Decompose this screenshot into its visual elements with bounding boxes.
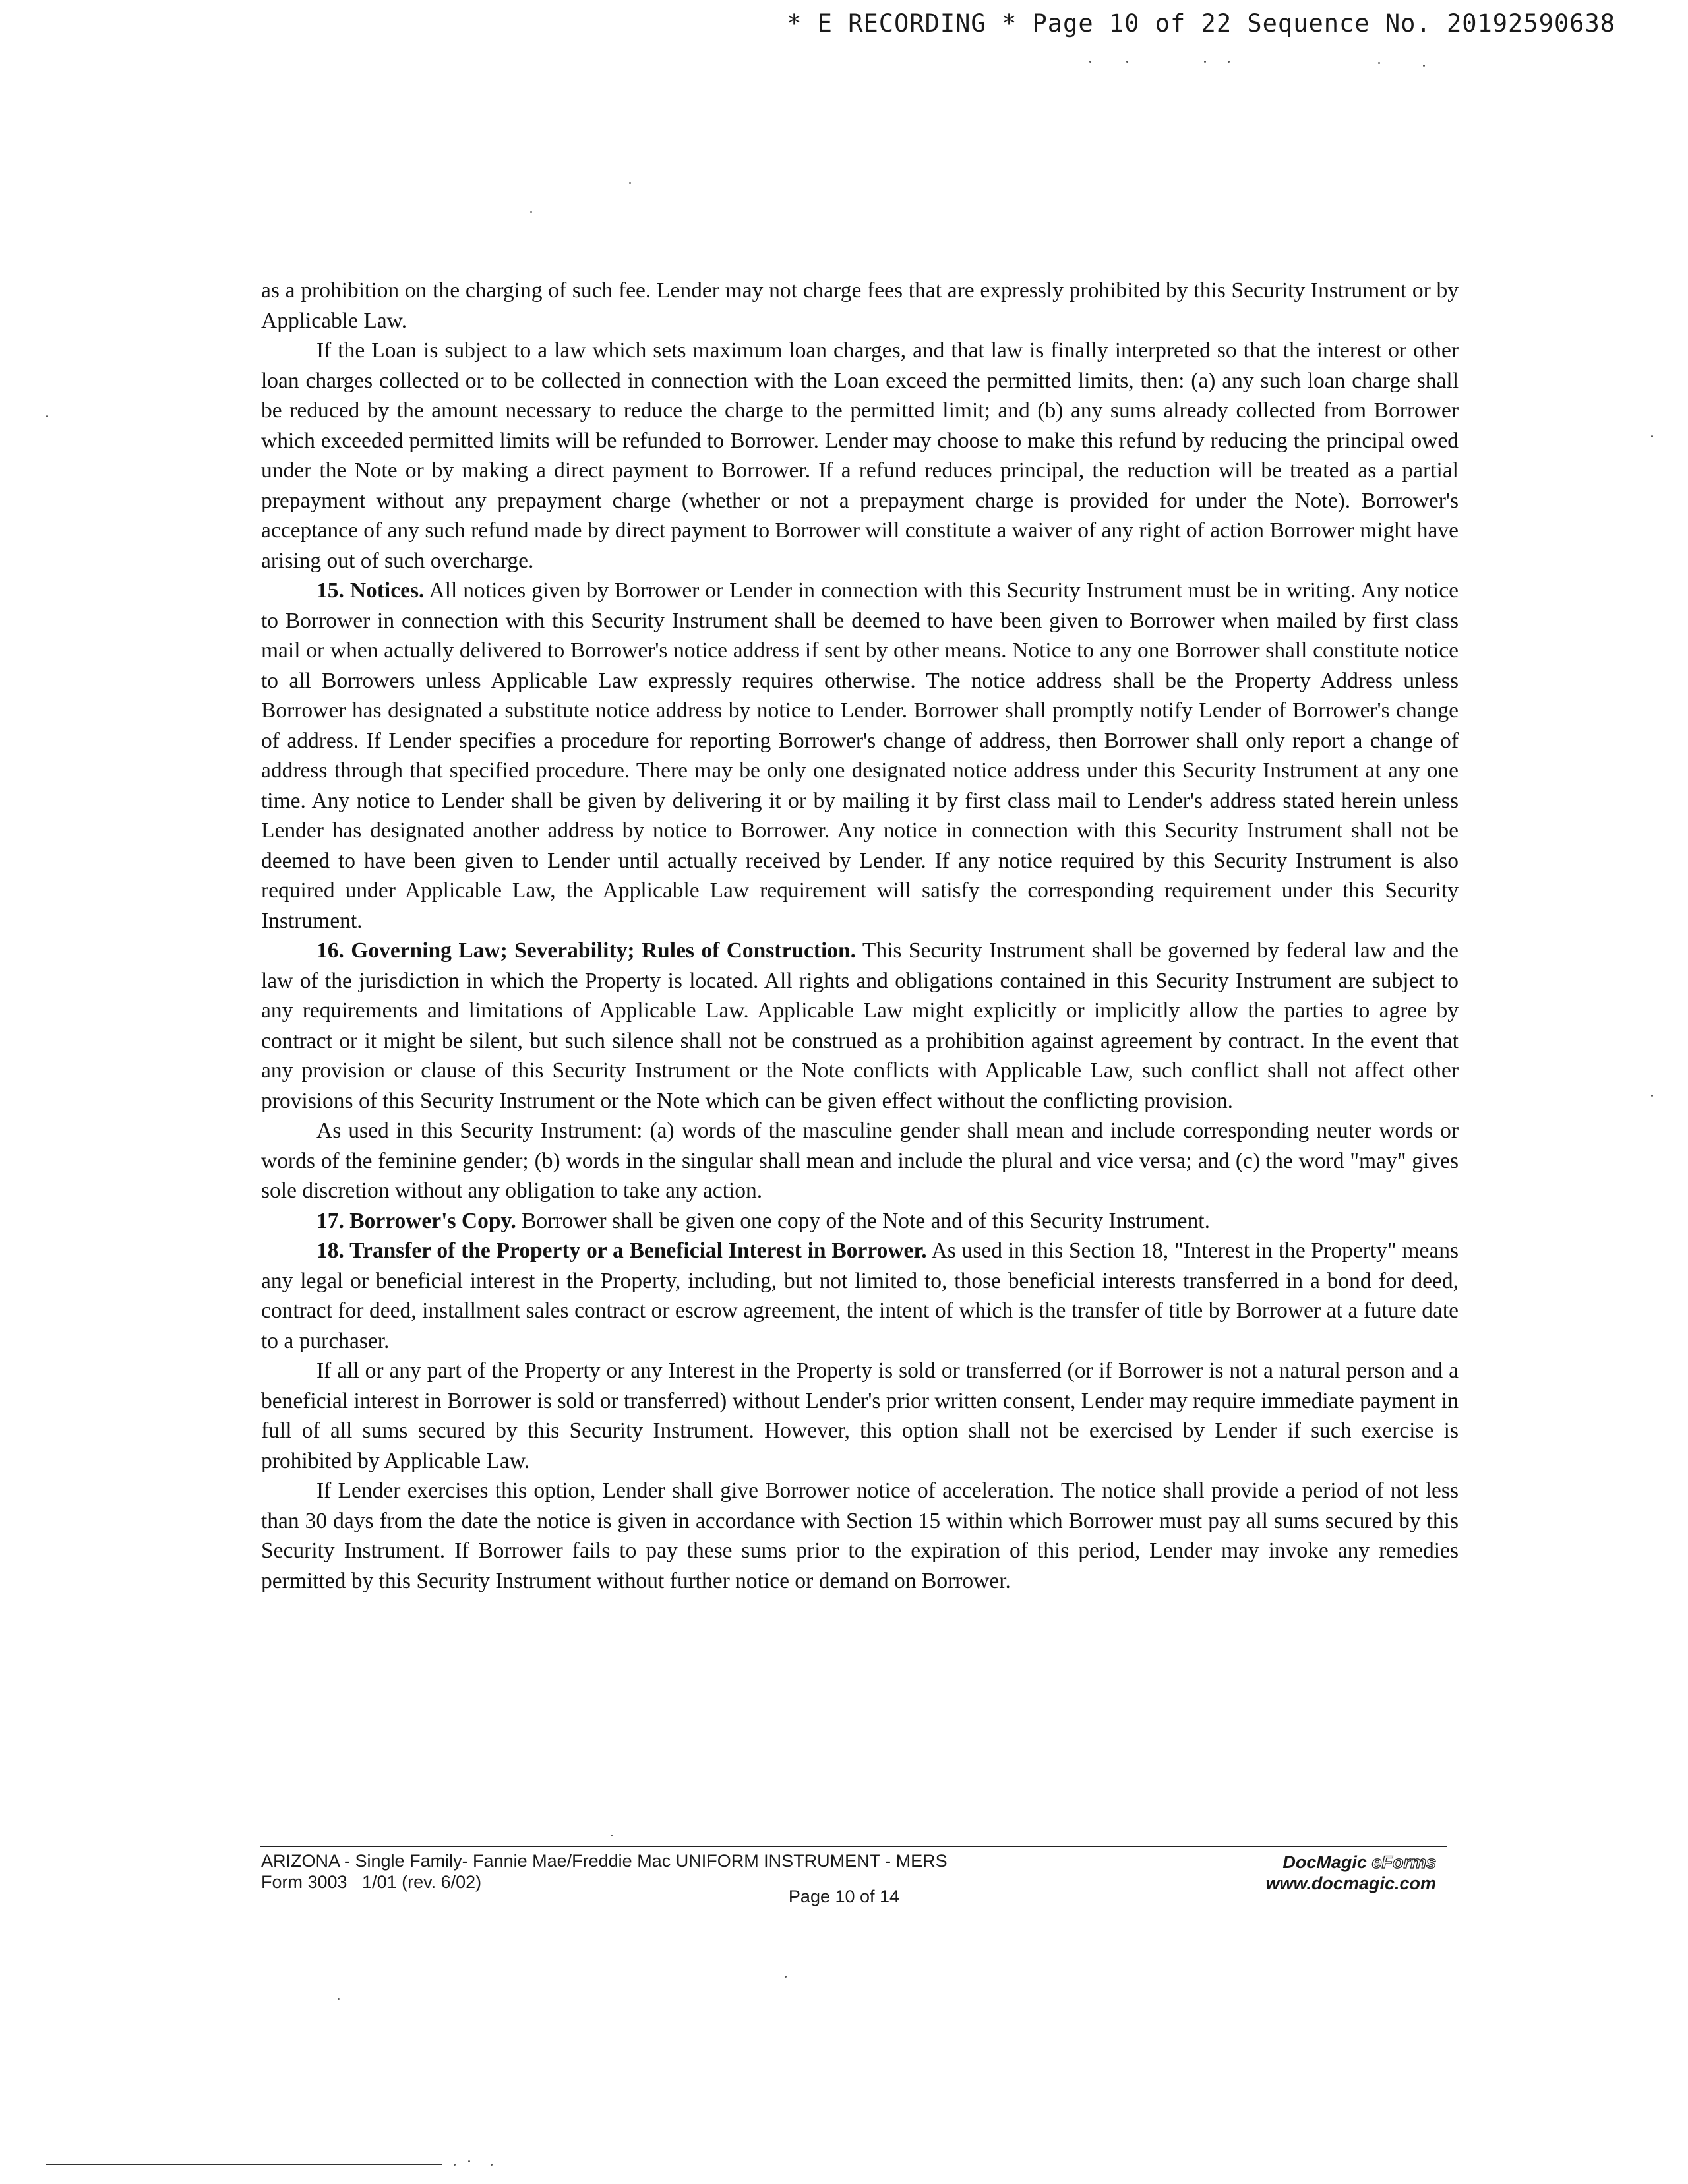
scan-speck — [1651, 1095, 1653, 1097]
document-body — [261, 276, 1459, 1596]
paragraph-text: This Security Instrument shall be governed by federal law and the law of the jurisdiction in which the Property is located. All rights and obligations contained in this Security Instrument are subject to any requirements and limitations of Applicable Law. Applicable Law might explicitly or implicitly allow the parties to agree by contract or it might be silent, but such silence shall not be construed as a prohibition against agreement by contract. In the event that any provision or clause of this Security Instrument or the Note conflicts with Applicable Law, such conflict shall not affect other provisions of this Security Instrument or the Note which can be given effect without the conflicting provision. — [261, 938, 1459, 1113]
footer-divider — [260, 1846, 1447, 1847]
scan-speck — [1423, 65, 1425, 67]
scan-speck — [611, 1835, 613, 1836]
section-17-borrowers-copy — [261, 1206, 1459, 1236]
scan-speck — [1204, 61, 1206, 63]
scan-speck — [46, 415, 48, 417]
paragraph-text: All notices given by Borrower or Lender in connection with this Security Instrument must be in writing. Any notice to Borrower in connection with this Security Instrument shall be deemed to have been given to Borrower when mailed by first class mail or when actually delivered to Borrower's notice address if sent by other means. Notice to any one Borrower shall constitute notice to all Borrowers unless Applicable Law expressly requires otherwise. The notice address shall be the Property Address unless Borrower has designated a substitute notice address by notice to Lender. Borrower shall promptly notify Lender of Borrower's change of address. If Lender specifies a procedure for reporting Borrower's change of address, then Borrower shall only report a change of address through that specified procedure. There may be only one designated notice address under this Security Instrument at any one time. Any notice to Lender shall be given by delivering it or by mailing it by first class mail to Lender's address stated herein unless Lender has designated another address by notice to Borrower. Any notice in connection with this Security Instrument shall not be deemed to have been given to Lender until actually received by Lender. If any notice required by this Security Instrument is also required under Applicable Law, the Applicable Law requirement will satisfy the corresponding requirement under this Security Instrument. — [261, 578, 1459, 933]
docmagic-brand — [1265, 1852, 1436, 1873]
paragraph-text: If all or any part of the Property or any Interest in the Property is sold or transferred (or if Borrower is not a natural person and a beneficial interest in Borrower is sold or transferred) without Lender's prior written consent, Lender may require immediate payment in full of all sums secured by this Security Instrument. However, this option shall not be exercised by Lender if such exercise is prohibited by Applicable Law. — [261, 1358, 1459, 1473]
scan-speck — [1126, 61, 1128, 63]
paragraph-text: As used in this Security Instrument: (a) words of the masculine gender shall mean and include corresponding neuter words or words of the feminine gender; (b) words in the singular shall mean and include the plural and vice versa; and (c) the word "may" gives sole discretion without any obligation to take any action. — [261, 1118, 1459, 1203]
paragraph-gender-usage — [261, 1116, 1459, 1206]
paragraph-text: Borrower shall be given one copy of the Note and of this Security Instrument. — [516, 1208, 1210, 1233]
section-heading: 17. Borrower's Copy. — [316, 1208, 516, 1233]
scan-speck — [468, 2160, 470, 2162]
scan-edge-line — [46, 2164, 442, 2165]
footer-page-number: Page 10 of 14 — [788, 1887, 900, 1906]
section-heading: 15. Notices. — [316, 578, 425, 603]
docmagic-logo — [1265, 1852, 1436, 1894]
scan-speck — [454, 2164, 456, 2166]
paragraph-text: If the Loan is subject to a law which sets maximum loan charges, and that law is finally interpreted so that the interest or other loan charges collected or to be collected in connection with the Loan exceed the permitted limits, then: (a) any such loan charge shall be reduced by the amount necessary to reduce the charge to the permitted limit; and (b) any sums already collected from Borrower which exceeded permitted limits will be refunded to Borrower. Lender may choose to make this refund by reducing the principal owed under the Note or by making a direct payment to Borrower. If a refund reduces principal, the reduction will be treated as a partial prepayment without any prepayment charge (whether or not a prepayment charge is provided for under the Note). Borrower's acceptance of any such refund made by direct payment to Borrower will constitute a waiver of any right of action Borrower might have arising out of such overcharge. — [261, 338, 1459, 573]
section-18-transfer — [261, 1236, 1459, 1356]
footer-form-number: Form 3003 1/01 (rev. 6/02) — [261, 1872, 482, 1892]
scan-speck — [1378, 62, 1380, 64]
paragraph-loan-charges — [261, 336, 1459, 576]
eforms-wordmark: eForms — [1372, 1852, 1436, 1872]
section-16-governing-law — [261, 936, 1459, 1116]
recording-header: * E RECORDING * Page 10 of 22 Sequence No. 20192590638 — [787, 9, 1615, 38]
paragraph-acceleration-notice — [261, 1476, 1459, 1596]
scan-speck — [629, 182, 631, 184]
scan-speck — [491, 2164, 493, 2166]
scan-speck — [1228, 61, 1230, 63]
scan-speck — [785, 1976, 787, 1978]
section-15-notices — [261, 576, 1459, 936]
scan-speck — [338, 1998, 340, 2000]
docmagic-url: www.docmagic.com — [1265, 1873, 1436, 1893]
paragraph-text: As used in this Section 18, "Interest in the Property" means any legal or beneficial interest in the Property, including, but not limited to, those beneficial interests transferred in a bond for deed, contract for deed, installment sales contract or escrow agreement, the intent of which is the transfer of title by Borrower at a future date to a purchaser. — [261, 1238, 1459, 1353]
footer-form-title: ARIZONA - Single Family- Fannie Mae/Freddie Mac UNIFORM INSTRUMENT - MERS — [261, 1851, 948, 1871]
scan-speck — [1089, 61, 1091, 63]
section-heading: 16. Governing Law; Severability; Rules of Construction. — [316, 938, 857, 963]
paragraph-text: as a prohibition on the charging of such fee. Lender may not charge fees that are expressly prohibited by this Security Instrument or by Applicable Law. — [261, 278, 1459, 333]
paragraph-text: If Lender exercises this option, Lender shall give Borrower notice of acceleration. The notice shall provide a period of not less than 30 days from the date the notice is given in accordance with Section 15 within which Borrower must pay all sums secured by this Security Instrument. If Borrower fails to pay these sums prior to the expiration of this period, Lender may invoke any remedies permitted by this Security Instrument without further notice or demand on Borrower. — [261, 1478, 1459, 1593]
paragraph-transfer-consent — [261, 1356, 1459, 1476]
scan-speck — [530, 211, 532, 213]
docmagic-brand-name: DocMagic — [1282, 1852, 1372, 1872]
scan-speck — [1651, 435, 1653, 437]
section-heading: 18. Transfer of the Property or a Beneficial Interest in Borrower. — [316, 1238, 927, 1263]
paragraph-fee-prohibition — [261, 276, 1459, 336]
